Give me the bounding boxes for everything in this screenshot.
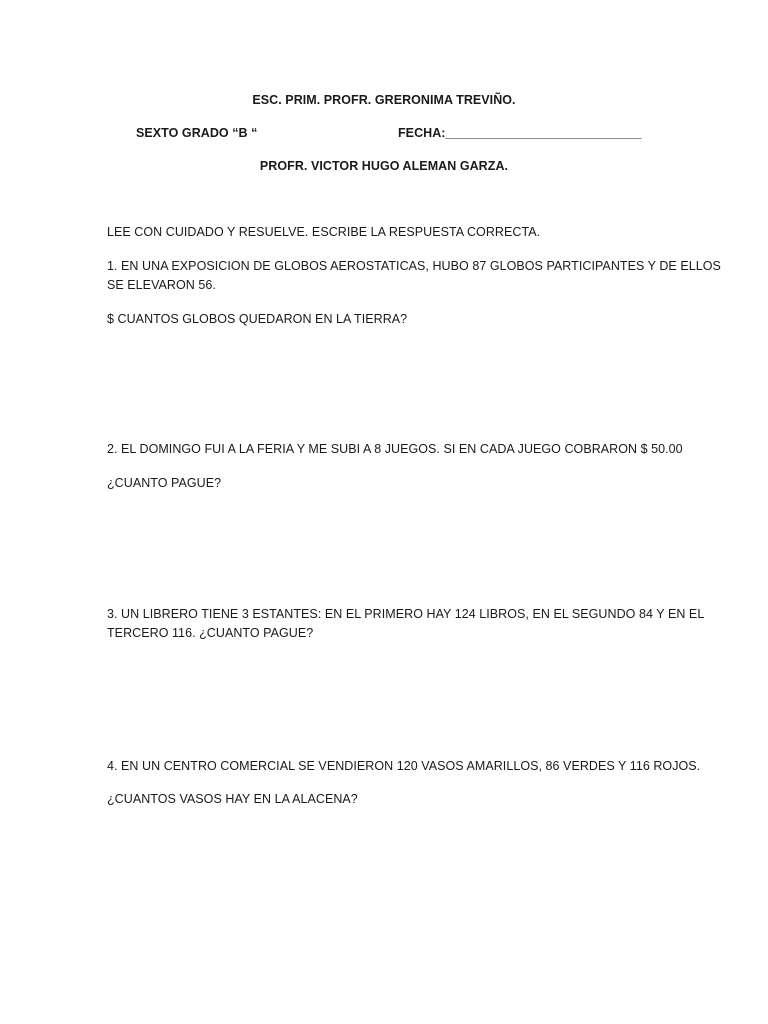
problem-2-line-1: 2. EL DOMINGO FUI A LA FERIA Y ME SUBI A 8 JUEGOS. SI EN CADA JUEGO COBRARON $ 50.00: [107, 442, 683, 456]
problem-1-line-2: SE ELEVARON 56.: [107, 278, 216, 292]
problem-1-question: $ CUANTOS GLOBOS QUEDARON EN LA TIERRA?: [107, 312, 408, 326]
problem-4-line-1: 4. EN UN CENTRO COMERCIAL SE VENDIERON 120 VASOS AMARILLOS, 86 VERDES Y 116 ROJOS.: [107, 759, 701, 773]
instructions: LEE CON CUIDADO Y RESUELVE. ESCRIBE LA RESPUESTA CORRECTA.: [107, 225, 541, 239]
school-name: ESC. PRIM. PROFR. GRERONIMA TREVIÑO.: [252, 93, 516, 107]
grade-label: SEXTO GRADO “B “: [136, 126, 258, 140]
problem-3-line-2: TERCERO 116. ¿CUANTO PAGUE?: [107, 626, 314, 640]
date-field: FECHA:____________________________: [398, 126, 642, 140]
teacher-name: PROFR. VICTOR HUGO ALEMAN GARZA.: [259, 159, 509, 173]
problem-1-line-1: 1. EN UNA EXPOSICION DE GLOBOS AEROSTATICAS, HUBO 87 GLOBOS PARTICIPANTES Y DE ELLOS: [107, 259, 721, 273]
problem-4-question: ¿CUANTOS VASOS HAY EN LA ALACENA?: [107, 792, 358, 806]
problem-3-line-1: 3. UN LIBRERO TIENE 3 ESTANTES: EN EL PRIMERO HAY 124 LIBROS, EN EL SEGUNDO 84 Y EN EL: [107, 607, 705, 621]
problem-2-question: ¿CUANTO PAGUE?: [107, 476, 222, 490]
